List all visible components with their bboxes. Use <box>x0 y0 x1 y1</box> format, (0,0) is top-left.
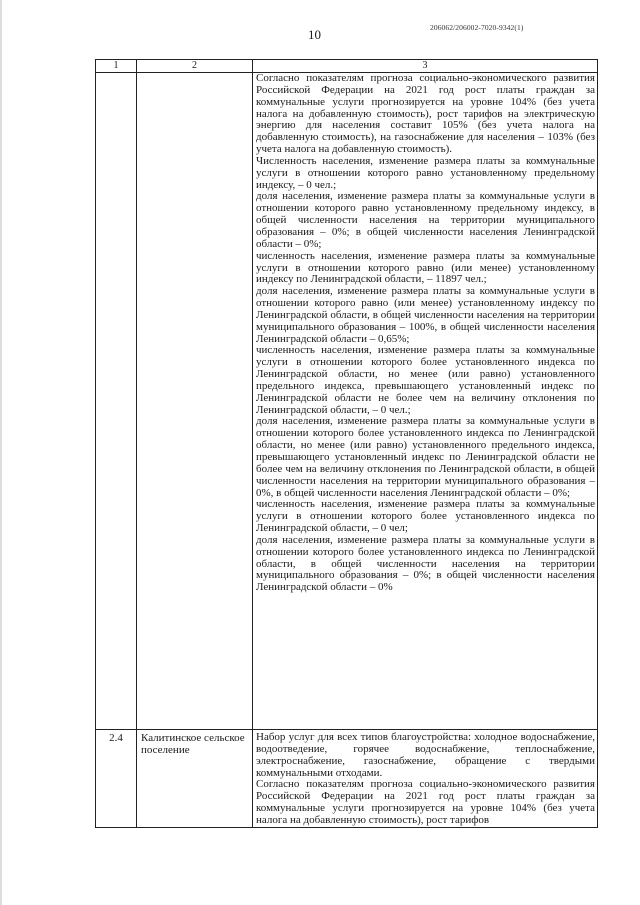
header-col-3: 3 <box>253 60 598 73</box>
paragraph: Согласно показателям прогноза социально-экономического развития Российской Федерации на 2021 год рост платы граждан за коммунальные услуги прогнозируется на уровне 104% (без учета налога на добавленную стоимость), рост тарифов на электрическую энергию для населения составит 105% (без учета налога на добавленную стоимость), на газоснабжение для населения – 103% (без учета налога на добавленную стоимость). <box>256 72 595 156</box>
paragraph: доля населения, изменение размера платы за коммунальные услуги в отношении которого равно установленному предельному индексу, в общей численности населения на территории муниципального образования – 0%; в общей численности населения Ленинградской области – 0%; <box>256 190 595 250</box>
paragraph: численность населения, изменение размера платы за коммунальные услуги в отношении которого более установленного индекса по Ленинградской области, – 0 чел; <box>256 498 595 535</box>
page-number: 10 <box>308 27 321 42</box>
paragraph: численность населения, изменение размера платы за коммунальные услуги в отношении которого более установленного индекса по Ленинградской области, но менее (или равно) установленного предельного индекса, превышающего установленный индекс по Ленинградской области не более чем на величину отклонения по Ленинградской области, – 0 чел.; <box>256 344 595 416</box>
header-col-1: 1 <box>96 60 137 73</box>
paragraph: Согласно показателям прогноза социально-экономического развития Российской Федерации на 2021 год рост платы граждан за коммунальные услуги прогнозируется на уровне 104% (без учета налога на добавленную стоимость), рост тарифов <box>256 778 595 826</box>
paragraph: Набор услуг для всех типов благоустройства: холодное водоснабжение, водоотведение, горячее водоснабжение, теплоснабжение, электроснабжение, газоснабжение, обращение с твердыми коммунальными отходами. <box>256 731 595 779</box>
paragraph: доля населения, изменение размера платы за коммунальные услуги в отношении которого равно (или менее) установленному индексу по Ленинградской области, в общей численности населения на территории муниципального образования – 100%, в общей численности населения Ленинградской области – 0,65%; <box>256 285 595 345</box>
row2-text-cell <box>253 730 598 828</box>
row2-name-cell: Калитинское сельское поселение <box>137 730 253 828</box>
row1-text-cell <box>253 73 598 730</box>
table-row <box>96 73 598 730</box>
paragraph: численность населения, изменение размера платы за коммунальные услуги в отношении которого равно (или менее) установленному индексу по Ленинградской области, – 11897 чел.; <box>256 249 595 286</box>
data-table <box>95 59 598 828</box>
row2-number-cell: 2.4 <box>96 730 137 828</box>
paragraph: доля населения, изменение размера платы за коммунальные услуги в отношении которого более установленного индекса по Ленинградской области, но менее (или равно) установленного предельного индекса, превышающего установленный индекс по Ленинградской области не более чем на величину отклонения по Ленинградской области, в общей численности населения на территории муниципального образования – 0%, в общей численности населения Ленинградской области – 0%; <box>256 415 595 499</box>
paragraph: Численность населения, изменение размера платы за коммунальные услуги в отношении которого равно установленному предельному индексу, – 0 чел.; <box>256 154 595 191</box>
document-code: 206062/206002-7020-9342(1) <box>430 23 524 32</box>
table-row <box>96 730 598 828</box>
scan-edge <box>0 0 2 905</box>
row1-name-cell <box>137 73 253 730</box>
row1-number-cell <box>96 73 137 730</box>
header-col-2: 2 <box>137 60 253 73</box>
paragraph: доля населения, изменение размера платы за коммунальные услуги в отношении которого более установленного индекса по Ленинградской области, в общей численности населения на территории муниципального образования – 0%; в общей численности населения Ленинградской области – 0% <box>256 533 595 594</box>
table-header-row <box>96 60 598 73</box>
